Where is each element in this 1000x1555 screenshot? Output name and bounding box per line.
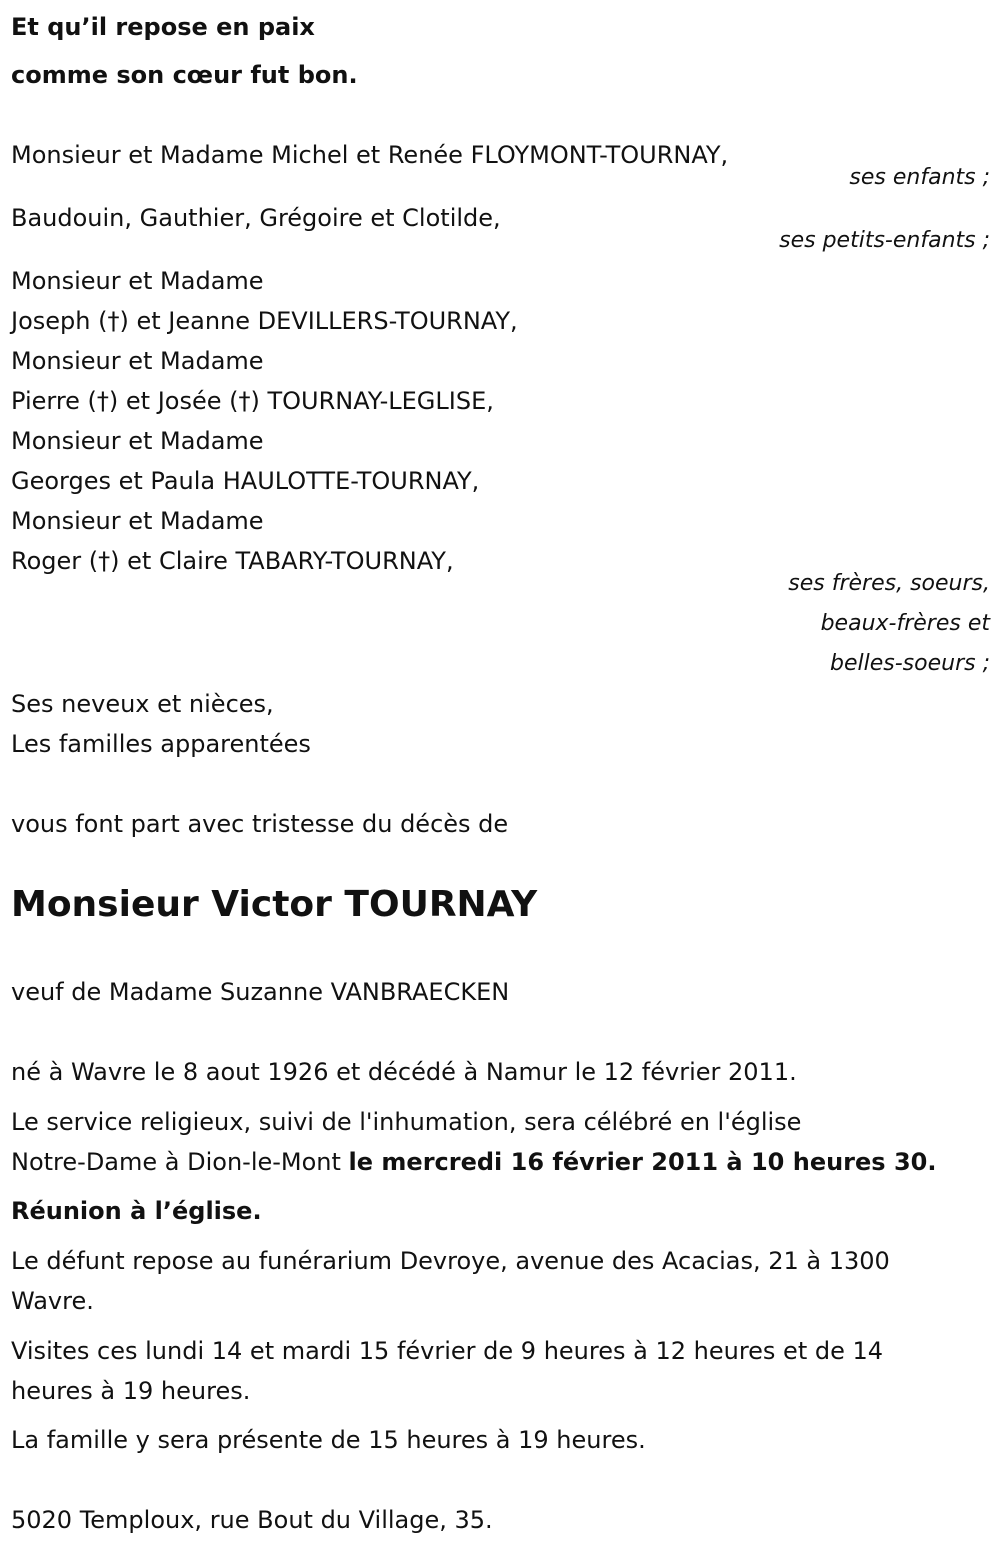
- widower-text: veuf de Madame Suzanne VANBRAECKEN: [11, 978, 510, 1006]
- meeting-text: Réunion à l’église.: [11, 1197, 262, 1225]
- sibling-line: Monsieur et Madame: [11, 267, 264, 295]
- siblings-role: ses frères, soeurs,: [788, 571, 990, 596]
- visits-line: heures à 19 heures.: [11, 1377, 251, 1405]
- others-line: Les familles apparentées: [11, 730, 311, 758]
- service-line: [11, 1146, 936, 1178]
- grandchildren-role: ses petits-enfants ;: [779, 228, 990, 253]
- rest-line: Wavre.: [11, 1287, 94, 1315]
- sibling-line: Georges et Paula HAULOTTE-TOURNAY,: [11, 467, 480, 495]
- children-role: ses enfants ;: [849, 165, 990, 190]
- siblings-role: beaux-frères et: [820, 611, 990, 636]
- children-line: Monsieur et Madame Michel et Renée FLOYMONT-TOURNAY,: [11, 141, 729, 169]
- sibling-line: Monsieur et Madame: [11, 427, 264, 455]
- announce-text: vous font part avec tristesse du décès de: [11, 810, 509, 838]
- sibling-line: Monsieur et Madame: [11, 347, 264, 375]
- sibling-line: Joseph (†) et Jeanne DEVILLERS-TOURNAY,: [11, 307, 518, 335]
- deceased-name: Monsieur Victor TOURNAY: [11, 884, 538, 925]
- rest-line: Le défunt repose au funérarium Devroye, avenue des Acacias, 21 à 1300: [11, 1247, 890, 1275]
- visits-line: Visites ces lundi 14 et mardi 15 février de 9 heures à 12 heures et de 14: [11, 1337, 884, 1365]
- service-place: Notre-Dame à Dion-le-Mont: [11, 1148, 349, 1176]
- siblings-role: belles-soeurs ;: [830, 651, 990, 676]
- service-line: Le service religieux, suivi de l'inhumation, sera célébré en l'église: [11, 1108, 802, 1136]
- sibling-line: Pierre (†) et Josée (†) TOURNAY-LEGLISE,: [11, 387, 494, 415]
- address-text: 5020 Temploux, rue Bout du Village, 35.: [11, 1506, 493, 1534]
- sibling-line: Monsieur et Madame: [11, 507, 264, 535]
- epigraph-line: comme son cœur fut bon.: [11, 61, 358, 89]
- service-datetime: le mercredi 16 février 2011 à 10 heures 30.: [348, 1148, 937, 1176]
- family-present-text: La famille y sera présente de 15 heures à 19 heures.: [11, 1426, 646, 1454]
- others-line: Ses neveux et nièces,: [11, 690, 274, 718]
- grandchildren-line: Baudouin, Gauthier, Grégoire et Clotilde,: [11, 204, 501, 232]
- sibling-line: Roger (†) et Claire TABARY-TOURNAY,: [11, 547, 454, 575]
- epigraph-line: Et qu’il repose en paix: [11, 13, 315, 41]
- dates-text: né à Wavre le 8 aout 1926 et décédé à Namur le 12 février 2011.: [11, 1058, 797, 1086]
